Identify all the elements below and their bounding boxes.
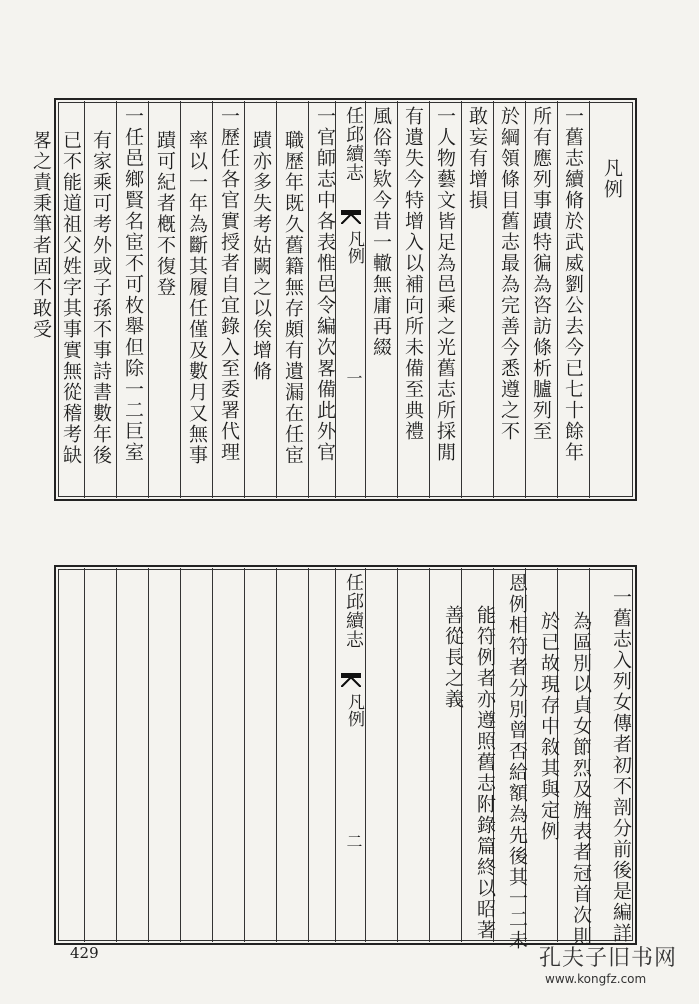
column-rule bbox=[244, 101, 245, 498]
book-title: 任邱續志 bbox=[343, 106, 364, 182]
column-rule bbox=[180, 101, 181, 498]
text-column: 畧之責秉筆者固不敢受 bbox=[30, 130, 52, 340]
column-rule bbox=[308, 568, 309, 942]
column-rule bbox=[397, 568, 398, 942]
section-header: 凡例 bbox=[601, 158, 623, 200]
column-rule bbox=[589, 101, 590, 498]
column-rule bbox=[116, 101, 117, 498]
column-rule bbox=[525, 101, 526, 498]
column-rule bbox=[557, 101, 558, 498]
text-column: 善從長之義 bbox=[442, 605, 464, 710]
text-column: 有遺失今特增入以補向所未備至典禮 bbox=[402, 106, 424, 442]
text-column: 職歷年既久舊籍無存頗有遺漏在任宦 bbox=[282, 130, 304, 466]
text-column: 有家乘可考外或子孫不事詩書數年後 bbox=[90, 130, 112, 466]
page-number: 429 bbox=[70, 944, 99, 962]
column-rule bbox=[461, 101, 462, 498]
bottom-page bbox=[54, 565, 637, 951]
leaf-number: 二 bbox=[344, 833, 363, 849]
text-column: 一歷任各官實授者自宜錄入至委署代理 bbox=[218, 106, 240, 463]
text-column: 一舊志續脩於武威劉公去今已七十餘年 bbox=[562, 106, 584, 463]
fishtail-mark bbox=[341, 673, 361, 687]
text-column: 蹟可紀者槪不復登 bbox=[154, 130, 176, 298]
column-rule bbox=[212, 568, 213, 942]
book-title: 任邱續志 bbox=[343, 573, 364, 649]
top-page bbox=[30, 98, 637, 501]
column-rule bbox=[84, 568, 85, 942]
text-column: 一任邑鄉賢名宦不可枚舉但除一二巨室 bbox=[122, 106, 144, 463]
text-column: 蹟亦多失考姑闕之以俟增脩 bbox=[250, 130, 272, 382]
text-column: 所有應列事蹟特徧為咨訪條析臚列至 bbox=[530, 106, 552, 442]
leaf-number: 一 bbox=[344, 370, 363, 386]
watermark-text: 孔夫子旧书网 bbox=[539, 946, 678, 971]
column-rule bbox=[148, 101, 149, 498]
text-column: 恩例相符者分別曾否給額為先後其一二未 bbox=[506, 573, 528, 951]
column-rule bbox=[397, 101, 398, 498]
column-rule bbox=[180, 568, 181, 942]
center-fold bbox=[336, 565, 366, 945]
watermark-url: www.kongfz.com bbox=[545, 972, 647, 986]
center-section: 凡例 bbox=[344, 230, 364, 264]
text-column: 為區別以貞女節烈及旌表者冠首次則 bbox=[570, 611, 592, 947]
text-column: 於綱領條目舊志最為完善今悉遵之不 bbox=[498, 106, 520, 442]
column-rule bbox=[148, 568, 149, 942]
text-column: 風俗等欵今昔一轍無庸再綴 bbox=[370, 106, 392, 358]
center-fold bbox=[336, 98, 366, 501]
center-section: 凡例 bbox=[344, 693, 364, 727]
column-rule bbox=[276, 101, 277, 498]
column-rule bbox=[116, 568, 117, 942]
fishtail-mark bbox=[341, 210, 361, 224]
column-rule bbox=[493, 101, 494, 498]
column-rule bbox=[276, 568, 277, 942]
text-column: 已不能道祖父姓字其事實無從稽考缺 bbox=[60, 130, 82, 466]
text-column: 率以一年為斷其履任僅及數月又無事 bbox=[186, 130, 208, 466]
column-rule bbox=[84, 101, 85, 498]
text-column: 一人物藝文皆足為邑乘之光舊志所採閒 bbox=[434, 106, 456, 463]
text-column: 於已故現存中敘其與定例 bbox=[538, 611, 560, 842]
column-rule bbox=[429, 568, 430, 942]
text-column: 能符例者亦遵照舊志附錄篇終以昭著 bbox=[474, 605, 496, 941]
column-rule bbox=[308, 101, 309, 498]
text-column: 一舊志入列女傳者初不剖分前後是編詳 bbox=[610, 587, 632, 944]
column-rule bbox=[244, 568, 245, 942]
column-rule bbox=[212, 101, 213, 498]
column-rule bbox=[429, 101, 430, 498]
text-column: 一官師志中各表惟邑令編次畧備此外官 bbox=[314, 106, 336, 463]
text-column: 敢妄有增損 bbox=[466, 106, 488, 211]
